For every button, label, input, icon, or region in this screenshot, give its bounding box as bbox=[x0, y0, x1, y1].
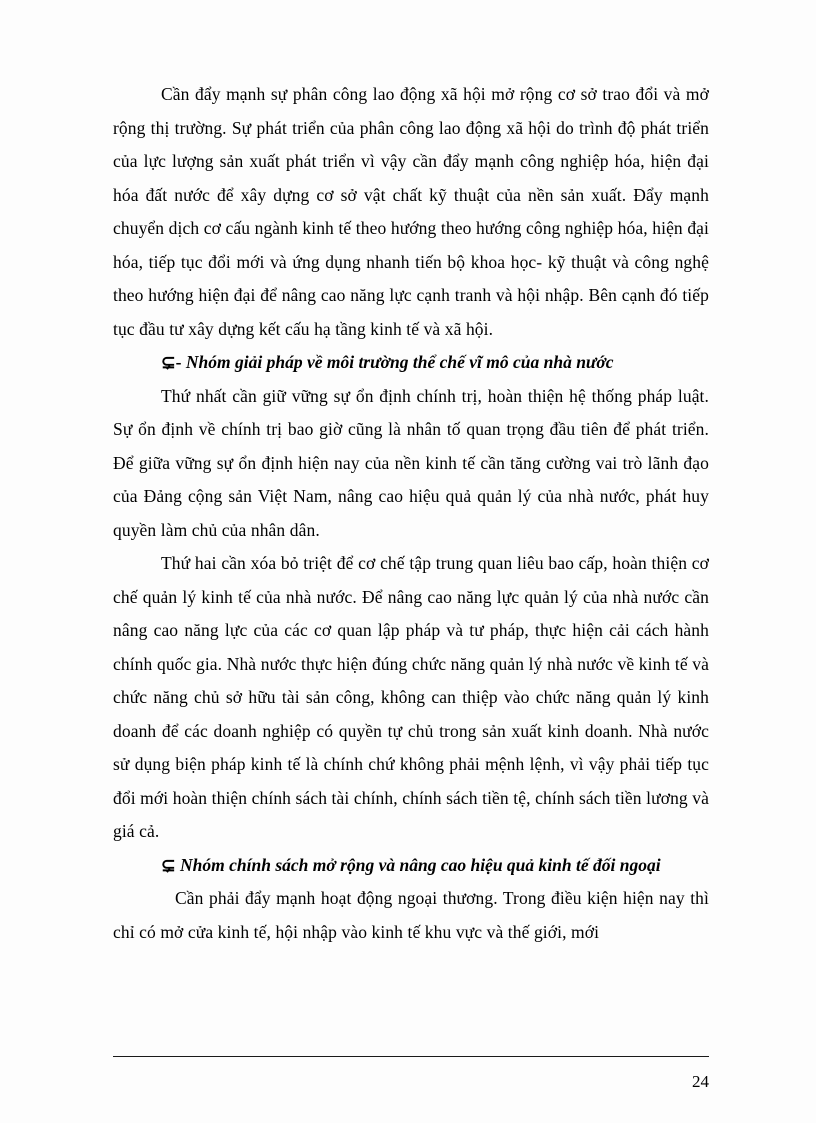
paragraph-3: Thứ hai cần xóa bỏ triệt để cơ chế tập trung quan liêu bao cấp, hoàn thiện cơ chế quản lý kinh tế của nhà nước. Để nâng cao năng lực quản lý của nhà nước cần nâng cao năng lực của các cơ quan lập pháp và tư pháp, thực hiện cải cách hành chính quốc gia. Nhà nước thực hiện đúng chức năng quản lý nhà nước về kinh tế và chức năng chủ sở hữu tài sản công, không can thiệp vào chức năng quản lý kinh doanh để các doanh nghiệp có quyền tự chủ trong sản xuất kinh doanh. Nhà nước sử dụng biện pháp kinh tế là chính chứ không phải mệnh lệnh, vì vậy phải tiếp tục đổi mới hoàn thiện chính sách tài chính, chính sách tiền tệ, chính sách tiền lương và giá cả. bbox=[113, 553, 709, 841]
section-heading-2 bbox=[113, 849, 709, 883]
paragraph-2: Thứ nhất cần giữ vững sự ổn định chính trị, hoàn thiện hệ thống pháp luật. Sự ổn định về chính trị bao giờ cũng là nhân tố quan trọng đầu tiên để phát triển. Để giữa vững sự ổn định hiện nay của nền kinh tế cần tăng cường vai trò lãnh đạo của Đảng cộng sản Việt Nam, nâng cao hiệu quả quản lý của nhà nước, phát huy quyền làm chủ của nhân dân. bbox=[113, 385, 709, 540]
heading-bullet-icon: ⊊- bbox=[161, 352, 182, 372]
heading-bullet-icon: ⊊ bbox=[161, 854, 176, 875]
footer-divider bbox=[113, 1056, 709, 1057]
section-heading-1-text: Nhóm giải pháp về môi trường thể chế vĩ mô của nhà nước bbox=[185, 352, 614, 372]
page-content bbox=[113, 78, 709, 949]
section-heading-2-text: Nhóm chính sách mở rộng và nâng cao hiệu quả kinh tế đối ngoại bbox=[180, 854, 661, 875]
paragraph-4: Cần phải đẩy mạnh hoạt động ngoại thương. Trong điều kiện hiện nay thì chỉ có mở cửa kinh tế, hội nhập vào kinh tế khu vực và thế giới, mới bbox=[113, 888, 709, 942]
paragraph-1: Cần đẩy mạnh sự phân công lao động xã hội mở rộng cơ sở trao đổi và mở rộng thị trường. Sự phát triển của phân công lao động xã hội do trình độ phát triển của lực lượng sản xuất phát triển vì vậy cần đẩy mạnh công nghiệp hóa, hiện đại hóa đất nước để xây dựng cơ sở vật chất kỹ thuật của nền sản xuất. Đẩy mạnh chuyển dịch cơ cấu ngành kinh tế theo hướng theo hướng công nghiệp hóa, hiện đại hóa, tiếp tục đổi mới và ứng dụng nhanh tiến bộ khoa học- kỹ thuật và công nghệ theo hướng hiện đại để nâng cao năng lực cạnh tranh và hội nhập. Bên cạnh đó tiếp tục đầu tư xây dựng kết cấu hạ tầng kinh tế và xã hội. bbox=[113, 84, 709, 339]
page-number: 24 bbox=[692, 1072, 709, 1091]
section-heading-1 bbox=[113, 346, 709, 380]
